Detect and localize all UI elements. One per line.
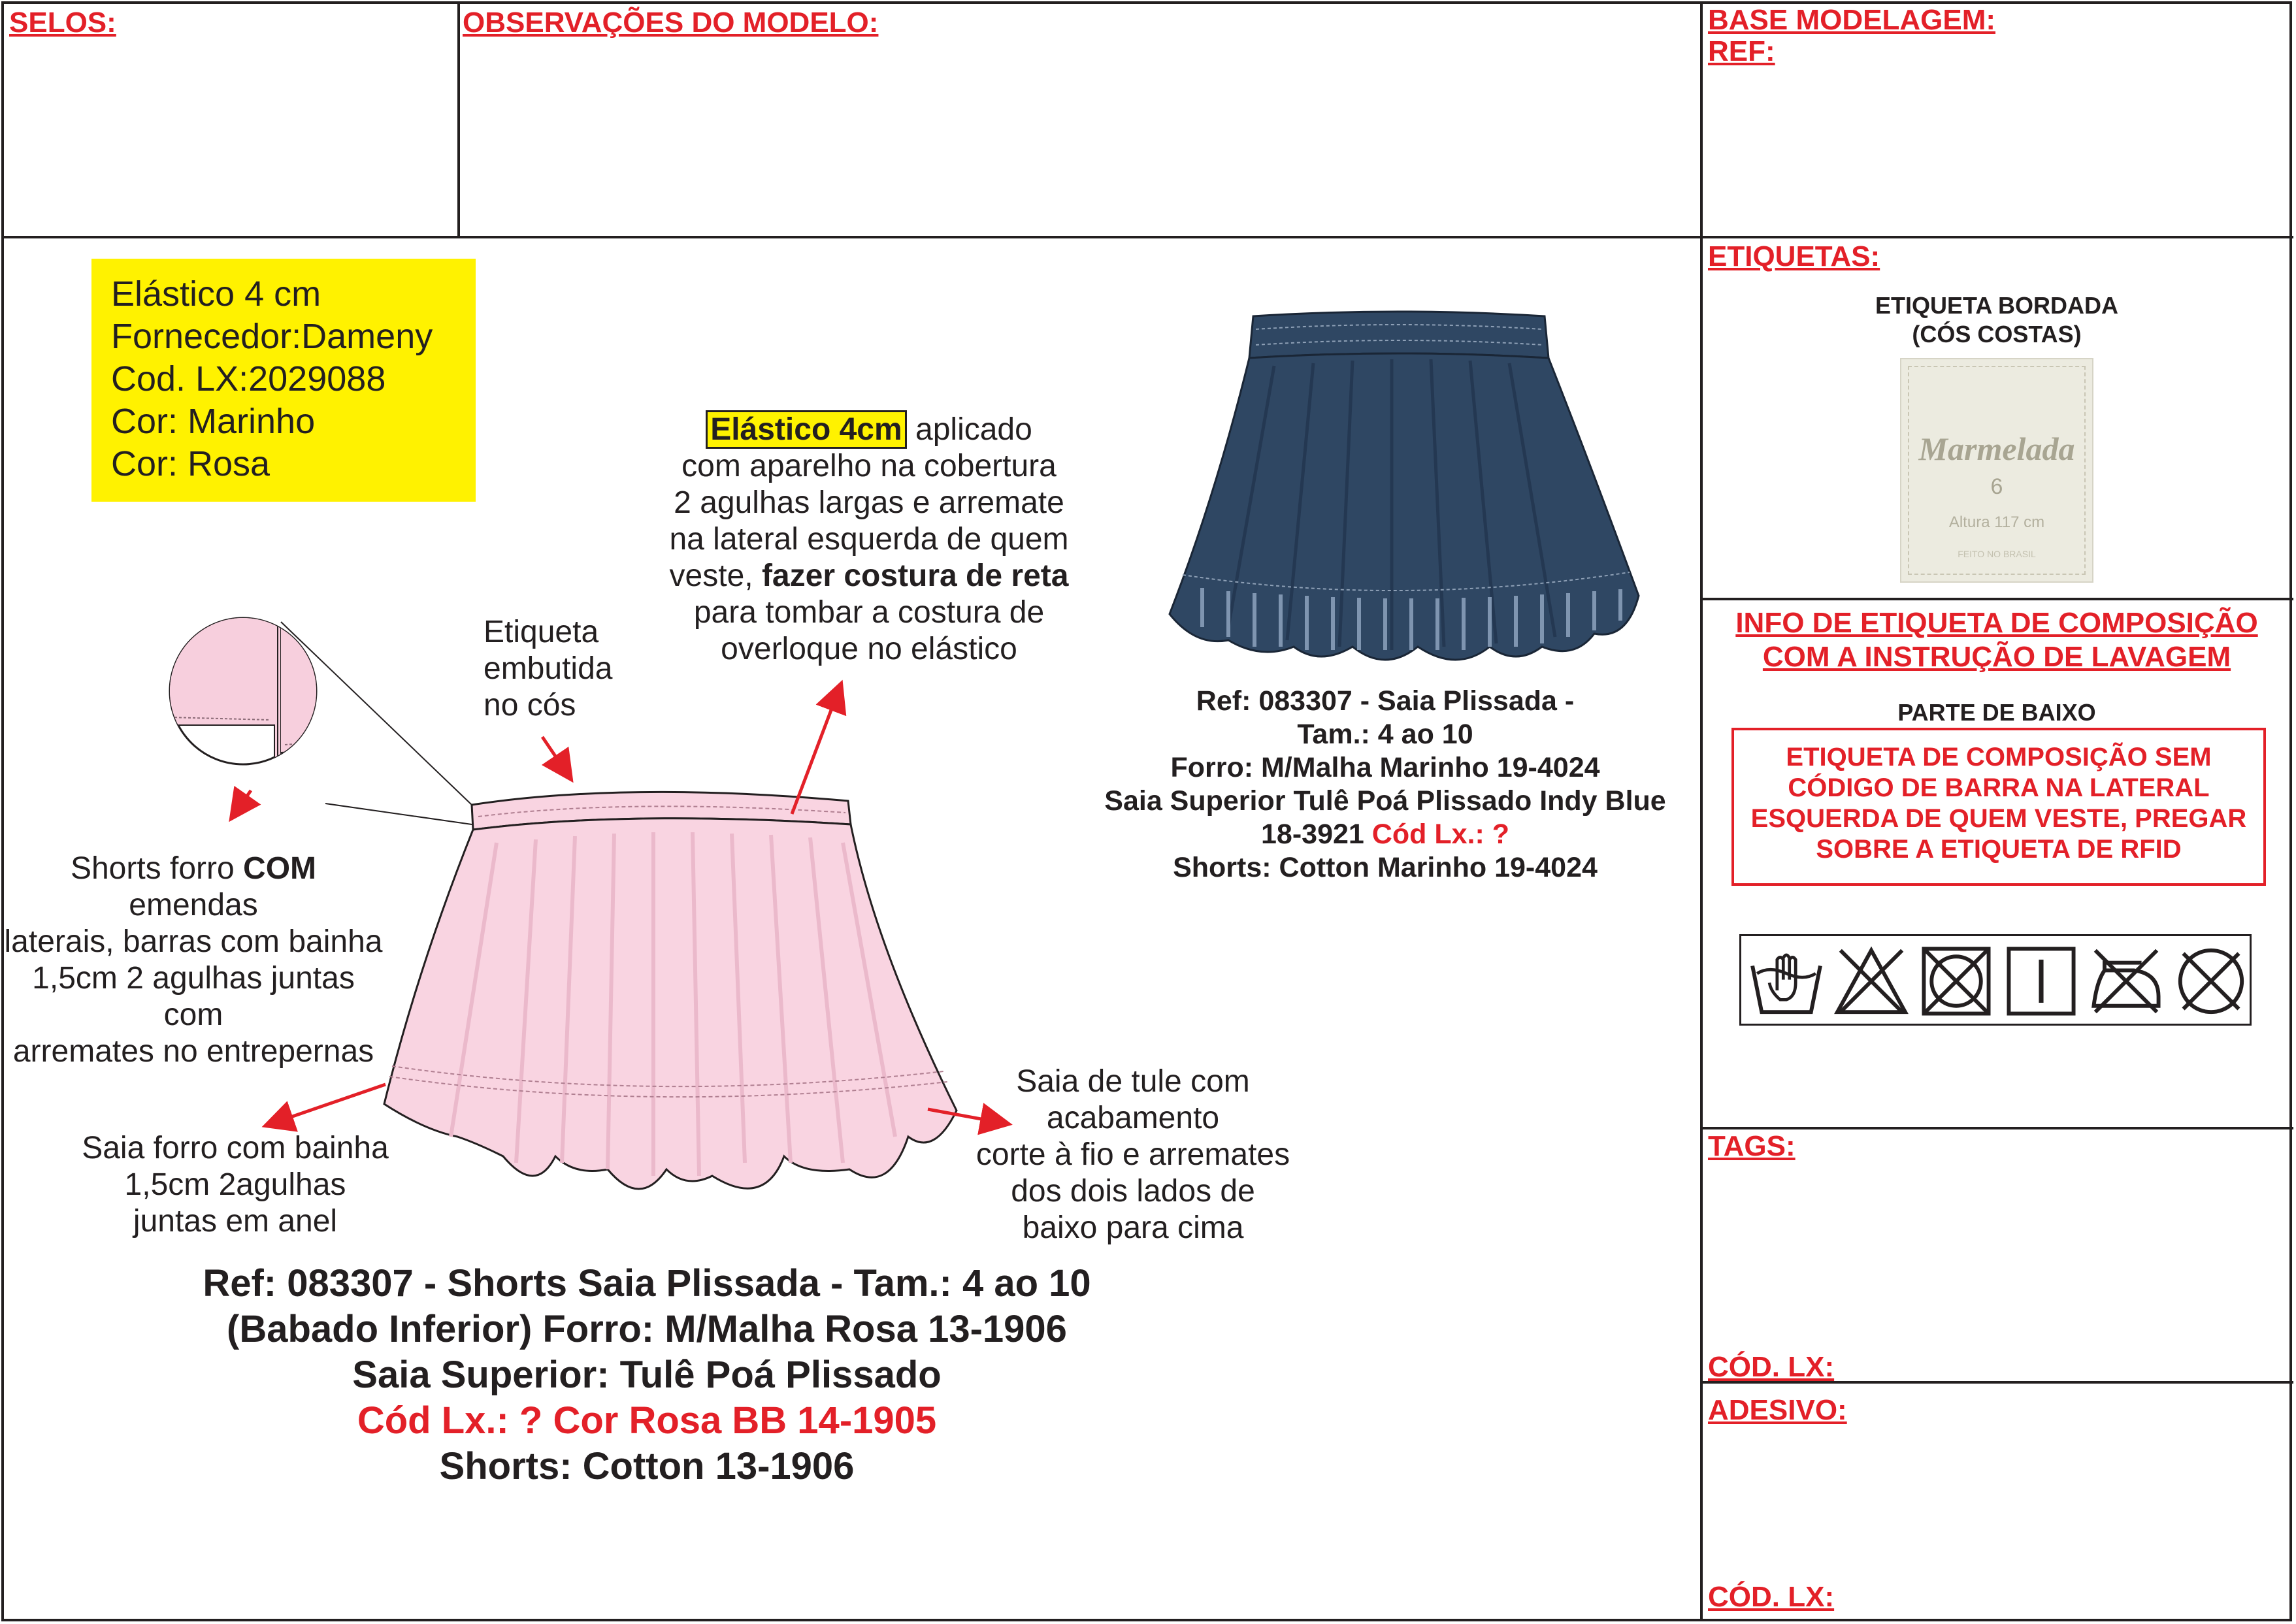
elastic-annotation-line7: overloque no elástico xyxy=(721,632,1017,666)
spec-line: Fornecedor:Dameny xyxy=(111,317,433,356)
ref-header: REF: xyxy=(1708,35,1775,67)
elastic-highlight: Elástico 4cm xyxy=(706,410,906,449)
pink-caption-line4: Cód Lx.: ? Cor Rosa BB 14-1905 xyxy=(357,1399,937,1442)
pink-skirt-caption xyxy=(39,1261,1255,1489)
elastic-annotation-line6: para tombar a costura de xyxy=(693,595,1045,630)
saia-tule-line: Saia de tule com xyxy=(1016,1064,1250,1099)
selos-header: SELOS: xyxy=(9,7,116,39)
cod-lx-2: CÓD. LX: xyxy=(1708,1581,1835,1613)
label-size: 6 xyxy=(1990,474,2003,499)
cod-lx-1: CÓD. LX: xyxy=(1708,1351,1835,1383)
elastic-annotation-line5 xyxy=(627,558,1111,594)
navy-skirt-caption xyxy=(1045,685,1725,885)
saia-forro-line: 1,5cm 2agulhas xyxy=(124,1167,346,1202)
adesivo-header: ADESIVO: xyxy=(1708,1394,1847,1426)
composicao-line: ETIQUETA DE COMPOSIÇÃO SEM xyxy=(1786,743,2212,771)
shorts-forro-annotation xyxy=(3,851,384,1070)
spec-line: Cor: Marinho xyxy=(111,402,316,441)
saia-forro-line: Saia forro com bainha xyxy=(82,1131,389,1165)
navy-caption-line2: Tam.: 4 ao 10 xyxy=(1297,719,1473,750)
no-bleach-icon xyxy=(1833,943,1910,1020)
line-dry-icon xyxy=(2003,943,2080,1020)
spec-line: Elástico 4 cm xyxy=(111,274,321,314)
label-stitching xyxy=(1908,366,2086,575)
navy-caption-line5-a: 18-3921 xyxy=(1261,819,1372,850)
sidebar-divider-info xyxy=(1701,1127,2293,1129)
navy-skirt-drawing xyxy=(1170,312,1639,660)
etiqueta-line: embutida xyxy=(484,651,613,686)
no-dry-clean-icon xyxy=(2173,943,2250,1020)
label-made-in: FEITO NO BRASIL xyxy=(1958,549,2036,559)
arrow-saia-forro xyxy=(268,1084,385,1125)
parte-de-baixo-label: PARTE DE BAIXO xyxy=(1897,699,2096,726)
elastic-line5-bold: fazer costura de reta xyxy=(761,559,1069,593)
saia-tule-line: dos dois lados de xyxy=(1011,1174,1255,1209)
elastic-rest: aplicado xyxy=(906,412,1032,447)
pink-caption-line2: (Babado Inferior) Forro: M/Malha Rosa 13-1906 xyxy=(227,1308,1067,1350)
pink-caption-line5: Shorts: Cotton 13-1906 xyxy=(439,1445,855,1487)
spec-line: Cod. LX:2029088 xyxy=(111,359,386,398)
etiqueta-annotation xyxy=(484,614,612,724)
shorts-forro-bold: COM xyxy=(243,851,317,886)
care-symbols-box xyxy=(1739,934,2252,1026)
shorts-forro-line: arremates no entrepernas xyxy=(12,1034,374,1069)
composicao-line: SOBRE A ETIQUETA DE RFID xyxy=(1816,835,2182,864)
etiqueta-bordada-caption xyxy=(1703,291,2291,349)
navy-caption-line3: Forro: M/Malha Marinho 19-4024 xyxy=(1170,752,1600,783)
composicao-warning-box xyxy=(1731,728,2266,886)
saia-forro-line: juntas em anel xyxy=(133,1204,338,1239)
shorts-forro-line1 xyxy=(3,851,384,924)
elastic-annotation-line4: na lateral esquerda de quem xyxy=(669,522,1069,557)
tags-header: TAGS: xyxy=(1708,1130,1796,1162)
saia-tule-line: corte à fio e arremates xyxy=(976,1137,1290,1172)
etiqueta-line: no cós xyxy=(484,688,576,723)
hand-wash-icon xyxy=(1748,943,1825,1020)
info-composicao-line2: COM A INSTRUÇÃO DE LAVAGEM xyxy=(1762,641,2231,673)
arrow-elastic xyxy=(792,686,840,814)
elastic-annotation xyxy=(627,412,1111,668)
label-height: Altura 117 cm xyxy=(1948,513,2045,531)
shorts-forro-a: Shorts forro xyxy=(70,851,244,886)
elastic-line5-a: veste, xyxy=(669,559,762,593)
composicao-line: CÓDIGO DE BARRA NA LATERAL xyxy=(1788,773,2210,802)
info-composicao-header xyxy=(1703,606,2291,674)
no-tumble-dry-icon xyxy=(1918,943,1995,1020)
saia-tule-line: baixo para cima xyxy=(1022,1210,1244,1245)
etiqueta-bordada-line1: ETIQUETA BORDADA xyxy=(1875,292,2118,319)
shorts-forro-line: laterais, barras com bainha xyxy=(4,924,383,959)
embroidered-label xyxy=(1900,358,2093,583)
shorts-forro-b: emendas xyxy=(129,888,258,922)
no-iron-icon xyxy=(2088,943,2165,1020)
arrow-etiqueta xyxy=(542,737,570,777)
navy-caption-line1: Ref: 083307 - Saia Plissada - xyxy=(1196,685,1575,717)
shorts-forro-line: 1,5cm 2 agulhas juntas com xyxy=(32,961,355,1032)
base-modelagem-header: BASE MODELAGEM: xyxy=(1708,4,1995,36)
saia-forro-annotation xyxy=(65,1130,405,1240)
elastic-annotation-line1 xyxy=(627,412,1111,448)
elastic-annotation-line3: 2 agulhas largas e arremate xyxy=(674,485,1064,520)
spec-line: Cor: Rosa xyxy=(111,444,271,483)
navy-caption-line4: Saia Superior Tulê Poá Plissado Indy Blue xyxy=(1104,785,1666,817)
pink-caption-line1: Ref: 083307 - Shorts Saia Plissada - Tam.: 4 ao 10 xyxy=(203,1262,1091,1305)
etiqueta-bordada-line2: (CÓS COSTAS) xyxy=(1912,321,2082,348)
etiqueta-line: Etiqueta xyxy=(484,615,599,649)
etiquetas-header: ETIQUETAS: xyxy=(1708,240,1880,272)
info-composicao-line1: INFO DE ETIQUETA DE COMPOSIÇÃO xyxy=(1735,607,2258,639)
label-brand: Marmelada xyxy=(1918,430,2075,467)
observacoes-header: OBSERVAÇÕES DO MODELO: xyxy=(463,7,879,39)
composicao-line: ESQUERDA DE QUEM VESTE, PREGAR xyxy=(1750,804,2247,833)
navy-caption-line5 xyxy=(1045,818,1725,851)
saia-tule-annotation xyxy=(963,1064,1303,1246)
pink-skirt-drawing xyxy=(384,792,957,1189)
navy-caption-cod-lx: Cód Lx.: ? xyxy=(1371,819,1509,850)
seam-detail-circle xyxy=(163,611,472,824)
navy-caption-line6: Shorts: Cotton Marinho 19-4024 xyxy=(1173,852,1598,883)
arrow-shorts-forro xyxy=(233,790,251,817)
elastic-annotation-line2: com aparelho na cobertura xyxy=(681,449,1057,483)
pink-caption-line3: Saia Superior: Tulê Poá Plissado xyxy=(352,1354,942,1396)
sidebar-divider-etiquetas xyxy=(1701,598,2293,600)
saia-tule-line: acabamento xyxy=(1046,1101,1220,1135)
